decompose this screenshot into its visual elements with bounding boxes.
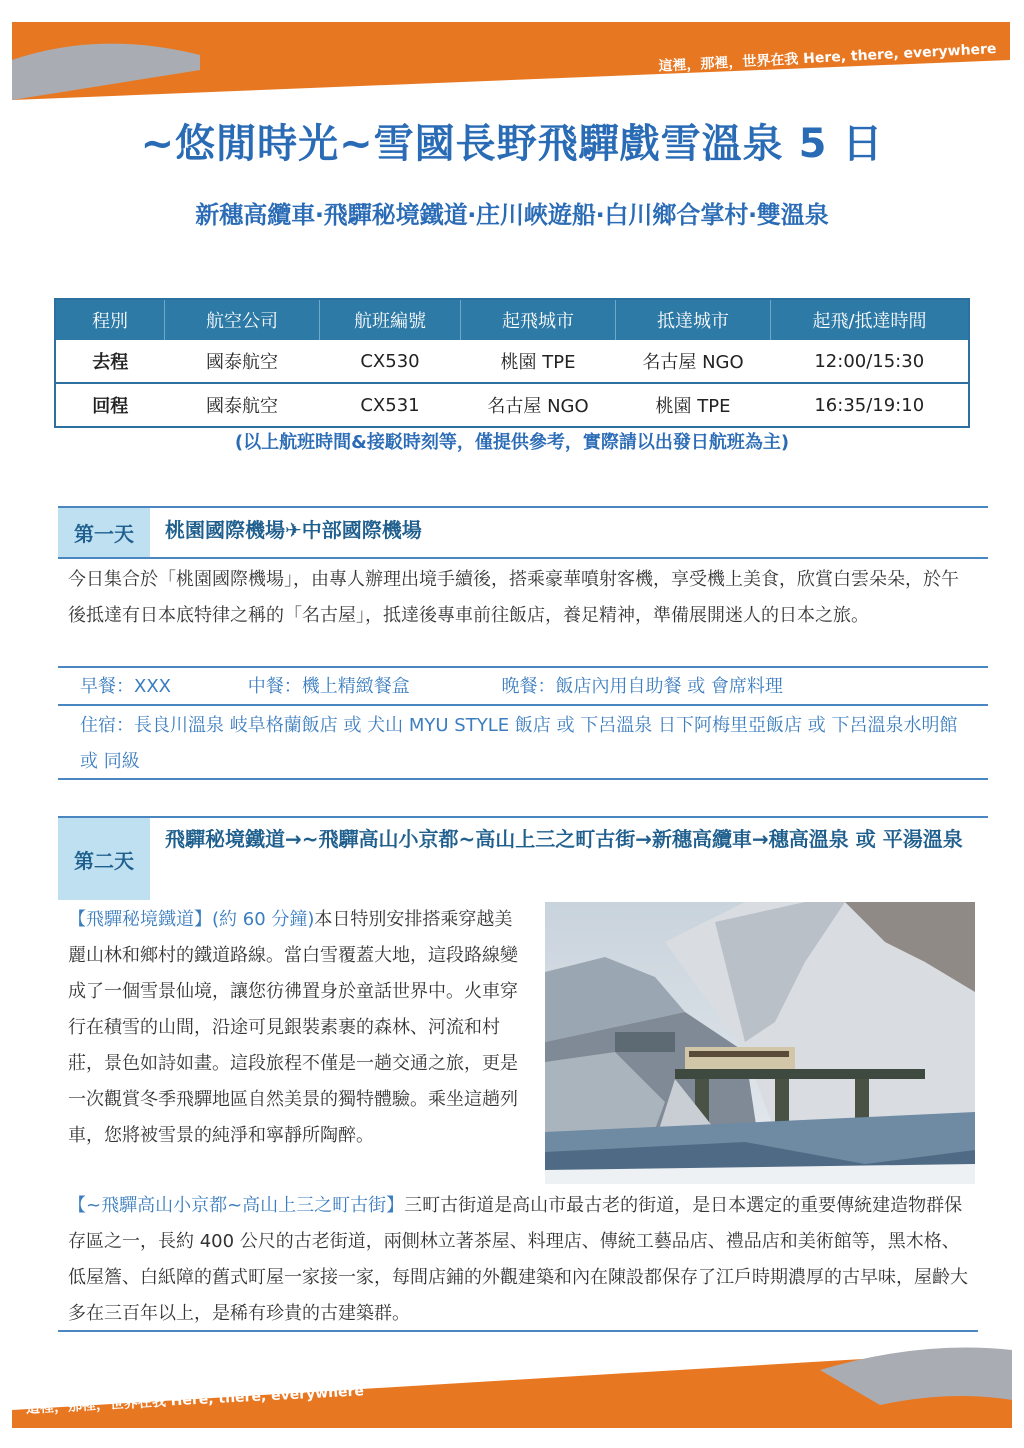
divider [58,704,988,706]
cell-arrival-city: 名古屋 NGO [616,340,771,383]
col-flight-no: 航班編號 [320,299,461,340]
divider [58,1330,978,1332]
divider [58,778,988,780]
flight-table [54,298,970,428]
day2-label: 第二天 [58,818,150,900]
cell-leg: 去程 [55,340,165,383]
cell-arrival-city: 桃園 TPE [616,383,771,427]
footer-slogan: 這裡，那裡，世界在我 Here, there, everywhere [25,1383,365,1417]
day1-label: 第一天 [58,508,150,557]
day2-section2 [68,1188,973,1332]
cell-flight-no: CX530 [320,340,461,383]
cell-airline: 國泰航空 [165,383,320,427]
cell-departure-city: 桃園 TPE [461,340,616,383]
lunch-text: 中餐：機上精緻餐盒 [247,676,410,697]
page-title: ~悠閒時光~雪國長野飛驒戲雪溫泉 5 日 [140,121,884,167]
cell-flight-no: CX531 [320,383,461,427]
page-subtitle: 新穗高纜車‧飛驒秘境鐵道‧庄川峽遊船‧白川鄉合掌村‧雙溫泉 [195,201,829,229]
day2-section1 [68,902,528,1154]
day2-heading: 飛驒秘境鐵道→~飛驒高山小京都~高山上三之町古街→新穗高纜車→穗高溫泉 或 平湯溫泉 [165,827,963,851]
col-departure-city: 起飛城市 [461,299,616,340]
flight-table-header [55,299,969,340]
section1-text: 本日特別安排搭乘穿越美麗山林和鄉村的鐵道路線。當白雪覆蓋大地，這段路線變成了一個雪景仙境，讓您彷彿置身於童話世界中。火車穿行在積雪的山間，沿途可見銀裝素裹的森林、河流和村莊，景色如詩如畫。這段旅程不僅是一趟交通之旅，更是一次觀賞冬季飛驒地區自然美景的獨特體驗。乘坐這趟列車，您將被雪景的純淨和寧靜所陶醉。 [68,909,518,1146]
divider [58,666,988,668]
cell-departure-city: 名古屋 NGO [461,383,616,427]
section2-title: 【~飛驒高山小京都~高山上三之町古街】 [68,1195,405,1216]
header-slogan: 這裡，那裡，世界在我 Here, there, everywhere [657,41,997,75]
divider [58,557,988,559]
col-airline: 航空公司 [165,299,320,340]
cell-leg: 回程 [55,383,165,427]
flight-note: (以上航班時間&接駁時刻等，僅提供參考，實際請以出發日航班為主) [234,432,790,453]
col-leg: 程別 [55,299,165,340]
day1-heading: 桃園國際機場✈中部國際機場 [165,518,422,542]
cell-times: 12:00/15:30 [771,340,970,383]
table-row [55,383,969,427]
cell-airline: 國泰航空 [165,340,320,383]
day1-meals [80,670,783,704]
cell-times: 16:35/19:10 [771,383,970,427]
dinner-text: 晚餐：飯店內用自助餐 或 會席料理 [501,676,783,697]
day1-description: 今日集合於「桃園國際機場」，由專人辦理出境手續後，搭乘豪華噴射客機，享受機上美食，欣賞白雲朵朵，於午後抵達有日本底特律之稱的「名古屋」，抵達後專車前往飯店，養足精神，準備展開迷人的日本之旅。 [68,569,959,626]
section1-title: 【飛驒秘境鐵道】(約 60 分鐘) [68,909,315,930]
snowy-railway-bridge-photo [545,902,975,1184]
table-row [55,340,969,383]
col-times: 起飛/抵達時間 [771,299,970,340]
day1-hotel: 住宿：長良川溫泉 岐阜格蘭飯店 或 犬山 MYU STYLE 飯店 或 下呂溫泉 日下阿梅里亞飯店 或 下呂溫泉水明館 或 同級 [80,715,958,772]
col-arrival-city: 抵達城市 [616,299,771,340]
divider [58,506,988,508]
section2-text: 三町古街道是高山市最古老的街道，是日本選定的重要傳統建造物群保存區之一，長約 400 公尺的古老街道，兩側林立著茶屋、料理店、傳統工藝品店、禮品店和美術館等，黑木格、低屋簷、白紙障的舊式町屋一家接一家，每間店鋪的外觀建築和內在陳設都保存了江戶時期濃厚的古早味，屋齡大多在三百年以上，是稀有珍貴的古建築群。 [68,1195,968,1324]
breakfast-text: 早餐：XXX [80,676,171,697]
